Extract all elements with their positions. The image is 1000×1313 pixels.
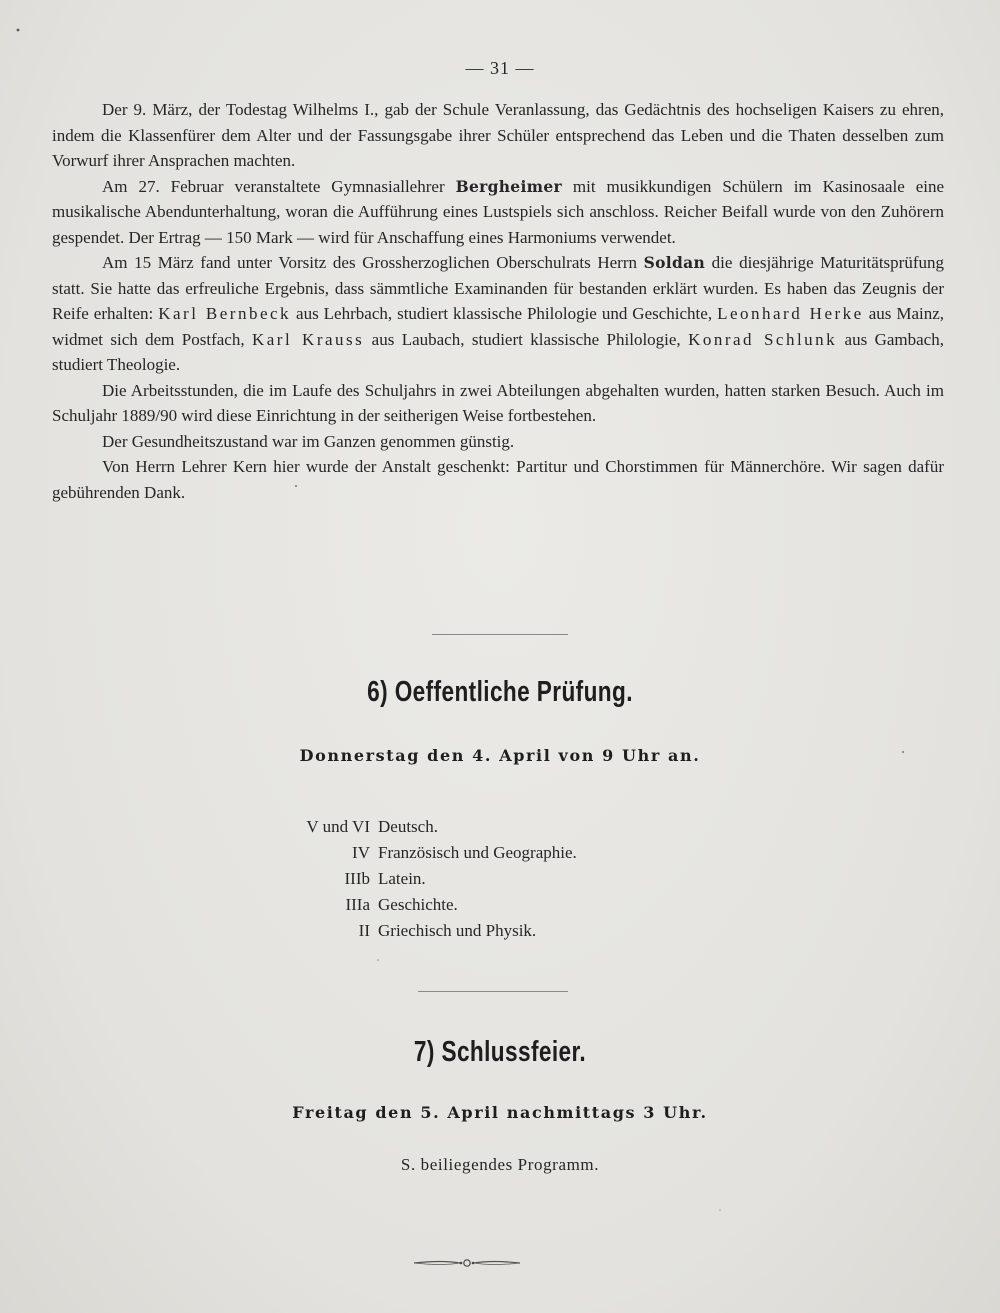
paragraph-text: Am 15 März fand unter Vorsitz des Grossherzoglichen Oberschulrats Herrn	[102, 253, 644, 272]
schedule-row	[250, 918, 577, 944]
schedule-class: IIIa	[345, 895, 370, 914]
schedule-row	[250, 892, 577, 918]
section-date-schlussfeier: Freitag den 5. April nachmittags 3 Uhr.	[292, 1103, 708, 1122]
body-text	[52, 97, 944, 505]
divider-rule	[432, 634, 568, 635]
section-date-pruefung: Donnerstag den 4. April von 9 Uhr an.	[299, 746, 701, 765]
schedule-subject: Geschichte.	[378, 895, 458, 914]
program-note: S. beiliegendes Programm.	[400, 1155, 600, 1174]
paragraph-todestag: Der 9. März, der Todestag Wilhelms I., gab der Schule Veranlassung, das Gedächtnis des hochseligen Kaisers zu ehren, indem die Klassenfürer dem Alter und der Fassungsgabe ihrer Schüler entsprechend das Leben und die Thaten desselben zum Vorwurf ihrer Ansprachen machten.	[52, 100, 944, 170]
schedule-class: II	[358, 921, 370, 940]
schedule-row	[250, 814, 577, 840]
schedule-row	[250, 866, 577, 892]
section-heading-pruefung: 6) Oeffentliche Prüfung.	[367, 676, 633, 708]
schedule-class: IV	[352, 843, 370, 862]
paragraph-maturitaetspruefung	[52, 250, 944, 378]
paragraph-arbeitsstunden: Die Arbeitsstunden, die im Laufe des Schuljahrs in zwei Abteilungen abgehalten wurden, hatten starken Besuch. Auch im Schuljahr 1889/90 wird diese Einrichtung in der seitherigen Weise fortbestehen.	[52, 380, 944, 425]
paragraph-text: aus Mainz, widmet sich dem Postfach,	[52, 304, 945, 349]
schedule-class: V und VI	[306, 817, 370, 836]
schedule-subject: Französisch und Geographie.	[378, 843, 577, 862]
name-bergheimer: Bergheimer	[455, 176, 562, 196]
schedule-class: IIIb	[344, 869, 370, 888]
name-krauss: Karl Krauss	[251, 329, 365, 349]
page-number: — 31 —	[465, 58, 535, 78]
paragraph-text: Am 27. Februar veranstaltete Gymnasiallehrer	[102, 176, 456, 196]
paragraph-text: die diesjährige Maturitätsprüfung statt. Sie hatte das erfreuliche Ergebnis, dass sämmtliche Examinanden für bestanden erklärt wurden. Es haben das Zeugnis der Reife erhalten:	[52, 253, 944, 323]
name-soldan: Soldan	[643, 253, 706, 272]
exam-schedule	[250, 814, 577, 944]
paragraph-text: aus Laubach, studiert klassische Philologie,	[364, 329, 689, 349]
schedule-subject: Deutsch.	[378, 817, 438, 836]
paragraph-gesundheit: Der Gesundheitszustand war im Ganzen genommen günstig.	[102, 431, 515, 451]
schedule-row	[250, 840, 577, 866]
divider-rule	[418, 991, 568, 992]
name-schlunk: Konrad Schlunk	[688, 329, 838, 349]
ornament-divider-icon	[412, 1256, 522, 1270]
name-herke: Leonhard Herke	[717, 304, 864, 323]
schedule-subject: Griechisch und Physik.	[378, 921, 537, 940]
schedule-subject: Latein.	[378, 869, 426, 888]
paragraph-schenkung: Von Herrn Lehrer Kern hier wurde der Anstalt geschenkt: Partitur und Chorstimmen für Männerchöre. Wir sagen dafür gebührenden Dank.	[52, 457, 944, 502]
paragraph-text: aus Gambach, studiert Theologie.	[52, 329, 944, 374]
paragraph-abendunterhaltung	[52, 174, 944, 251]
paragraph-text: mit musikkundigen Schülern im Kasinosaale eine musikalische Abendunterhaltung, woran die Aufführung eines Lustspiels sich anschloss. Reicher Beifall wurde von den Zuhörern gespendet. Der Ertrag — 150 Mark — wird für Anschaffung eines Harmoniums verwendet.	[52, 176, 945, 247]
name-bernbeck: Karl Bernbeck	[158, 304, 292, 323]
paragraph-text: aus Lehrbach, studiert klassische Philologie und Geschichte,	[291, 304, 718, 323]
section-heading-schlussfeier: 7) Schlussfeier.	[413, 1036, 587, 1068]
